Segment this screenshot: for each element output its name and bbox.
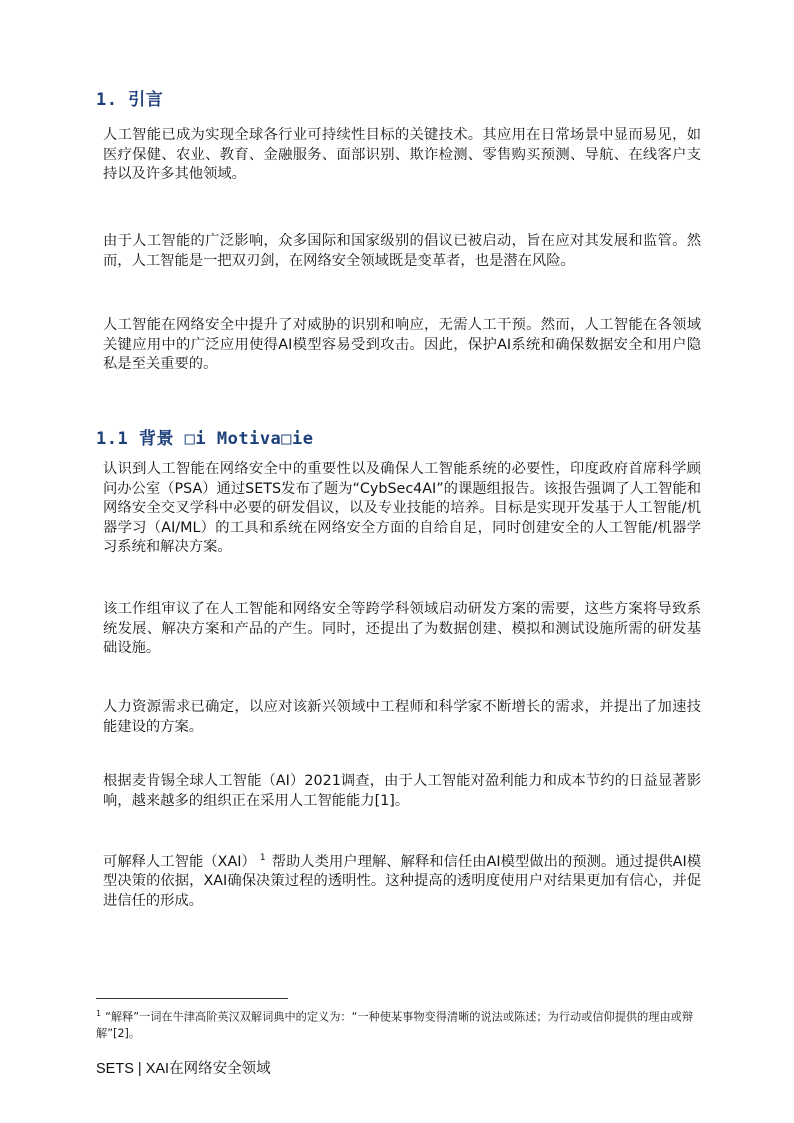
footnote-text: “解释”一词在牛津高阶英汉双解词典中的定义为：“一种使某事物变得清晰的说法或陈述；为行动或信仰提供的理由或辩解”[2]。	[96, 1010, 694, 1040]
footnote-divider	[96, 998, 288, 999]
footnote	[96, 1006, 702, 1042]
paragraph: 该工作组审议了在人工智能和网络安全等跨学科领域启动研发方案的需要，这些方案将导致系统发展、解决方案和产品的产生。同时，还提出了为数据创建、模拟和测试设施所需的研发基础设施。	[103, 601, 701, 656]
paragraph: 由于人工智能的广泛影响，众多国际和国家级别的倡议已被启动，旨在应对其发展和监管。然而，人工智能是一把双刃剑，在网络安全领域既是变革者，也是潜在风险。	[103, 233, 701, 269]
section-heading-intro: 1. 引言	[96, 90, 164, 110]
xai-text-after: 帮助人类用户理解、解释和信任由AI模型做出的预测。通过提供AI模型决策的依据，XAI确保决策过程的透明性。这种提高的透明度使用户对结果更加有信心，并促进信任的形成。	[103, 853, 701, 909]
paragraph: 根据麦肯锡全球人工智能（AI）2021调查，由于人工智能对盈利能力和成本节约的日益显著影响，越来越多的组织正在采用人工智能能力[1]。	[103, 773, 701, 809]
paragraph: 人工智能已成为实现全球各行业可持续性目标的关键技术。其应用在日常场景中显而易见，如医疗保健、农业、教育、金融服务、面部识别、欺诈检测、零售购买预测、导航、在线客户支持以及许多其他领域。	[103, 127, 701, 182]
xai-text-before: 可解释人工智能（XAI）	[103, 853, 256, 870]
section-heading-background: 1.1 背景 □i Motiva□ie	[96, 429, 314, 449]
footnote-reference[interactable]: 1	[259, 853, 266, 863]
paragraph: 人工智能在网络安全中提升了对威胁的识别和响应，无需人工干预。然而，人工智能在各领域关键应用中的广泛应用使得AI模型容易受到攻击。因此，保护AI系统和确保数据安全和用户隐私是至关重要的。	[103, 317, 701, 372]
paragraph: 认识到人工智能在网络安全中的重要性以及确保人工智能系统的必要性，印度政府首席科学顾问办公室（PSA）通过SETS发布了题为“CybSec4AI”的课题组报告。该报告强调了人工智能和网络安全交叉学科中必要的研发倡议，以及专业技能的培养。目标是实现开发基于人工智能/机器学习（AI/ML）的工具和系统在网络安全方面的自给自足，同时创建安全的人工智能/机器学习系统和解决方案。	[103, 461, 702, 555]
paragraph-xai	[103, 849, 701, 911]
page-footer: SETS | XAI在网络安全领域	[96, 1061, 271, 1077]
paragraph: 人力资源需求已确定，以应对该新兴领域中工程师和科学家不断增长的需求，并提出了加速技能建设的方案。	[103, 699, 701, 735]
footnote-number: 1	[96, 1009, 102, 1018]
